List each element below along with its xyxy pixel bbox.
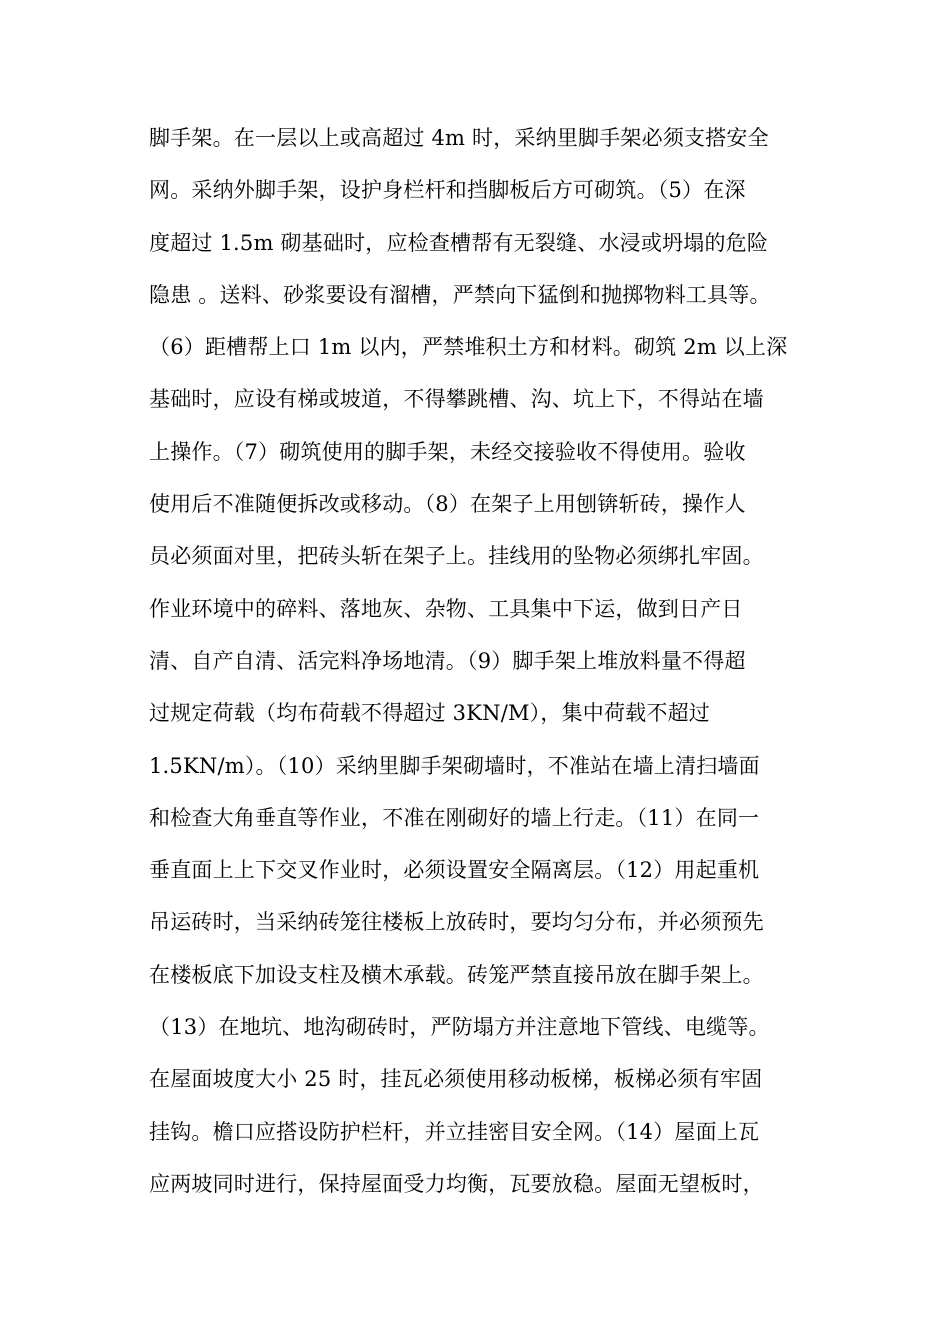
- text-line: 清、自产自清、活完料净场地清。（9）脚手架上堆放料量不得超: [149, 648, 746, 673]
- text-line: 隐患 。送料、砂浆要设有溜槽，严禁向下猛倒和抛掷物料工具等。: [149, 282, 771, 307]
- text-line: 挂钩。檐口应搭设防护栏杆，并立挂密目安全网。（14）屋面上瓦: [149, 1119, 760, 1144]
- text-line: 使用后不准随便拆改或移动。（8）在架子上用刨锛斩砖，操作人: [149, 492, 746, 517]
- text-line: 和检查大角垂直等作业，不准在刚砌好的墙上行走。（11）在同一: [149, 805, 760, 830]
- text-line: 基础时，应设有梯或坡道，不得攀跳槽、沟、坑上下，不得站在墙: [149, 387, 764, 412]
- text-line: 应两坡同时进行，保持屋面受力均衡，瓦要放稳。屋面无望板时，: [149, 1171, 764, 1196]
- text-line: 度超过 1.5m 砌基础时，应检查槽帮有无裂缝、水浸或坍塌的危险: [149, 230, 769, 255]
- text-line: 员必须面对里，把砖头斩在架子上。挂线用的坠物必须绑扎牢固。: [149, 544, 764, 569]
- text-line: 网。采纳外脚手架，设护身栏杆和挡脚板后方可砌筑。（5）在深: [149, 178, 746, 203]
- text-line: 在楼板底下加设支柱及横木承载。砖笼严禁直接吊放在脚手架上。: [149, 962, 764, 987]
- body-text: [149, 118, 809, 1216]
- text-line: 1.5KN/m）。（10）采纳里脚手架砌墙时，不准站在墙上清扫墙面: [149, 753, 760, 778]
- text-line: 吊运砖时，当采纳砖笼往楼板上放砖时，要均匀分布，并必须预先: [149, 910, 764, 935]
- text-line: 在屋面坡度大小 25 时，挂瓦必须使用移动板梯，板梯必须有牢固: [149, 1067, 763, 1092]
- text-line: 垂直面上上下交叉作业时，必须设置安全隔离层。（12）用起重机: [149, 858, 760, 883]
- text-line: （6）距槽帮上口 1m 以内，严禁堆积土方和材料。砌筑 2m 以上深: [149, 335, 788, 360]
- text-line: 上操作。（7）砌筑使用的脚手架，未经交接验收不得使用。验收: [149, 439, 746, 464]
- text-line: 过规定荷载（均布荷载不得超过 3KN/M），集中荷载不超过: [149, 701, 710, 726]
- text-line: 作业环境中的碎料、落地灰、杂物、工具集中下运，做到日产日: [149, 596, 743, 621]
- text-line: 脚手架。在一层以上或高超过 4m 时，采纳里脚手架必须支搭安全: [149, 126, 769, 150]
- text-line: （13）在地坑、地沟砌砖时，严防塌方并注意地下管线、电缆等。: [149, 1015, 770, 1040]
